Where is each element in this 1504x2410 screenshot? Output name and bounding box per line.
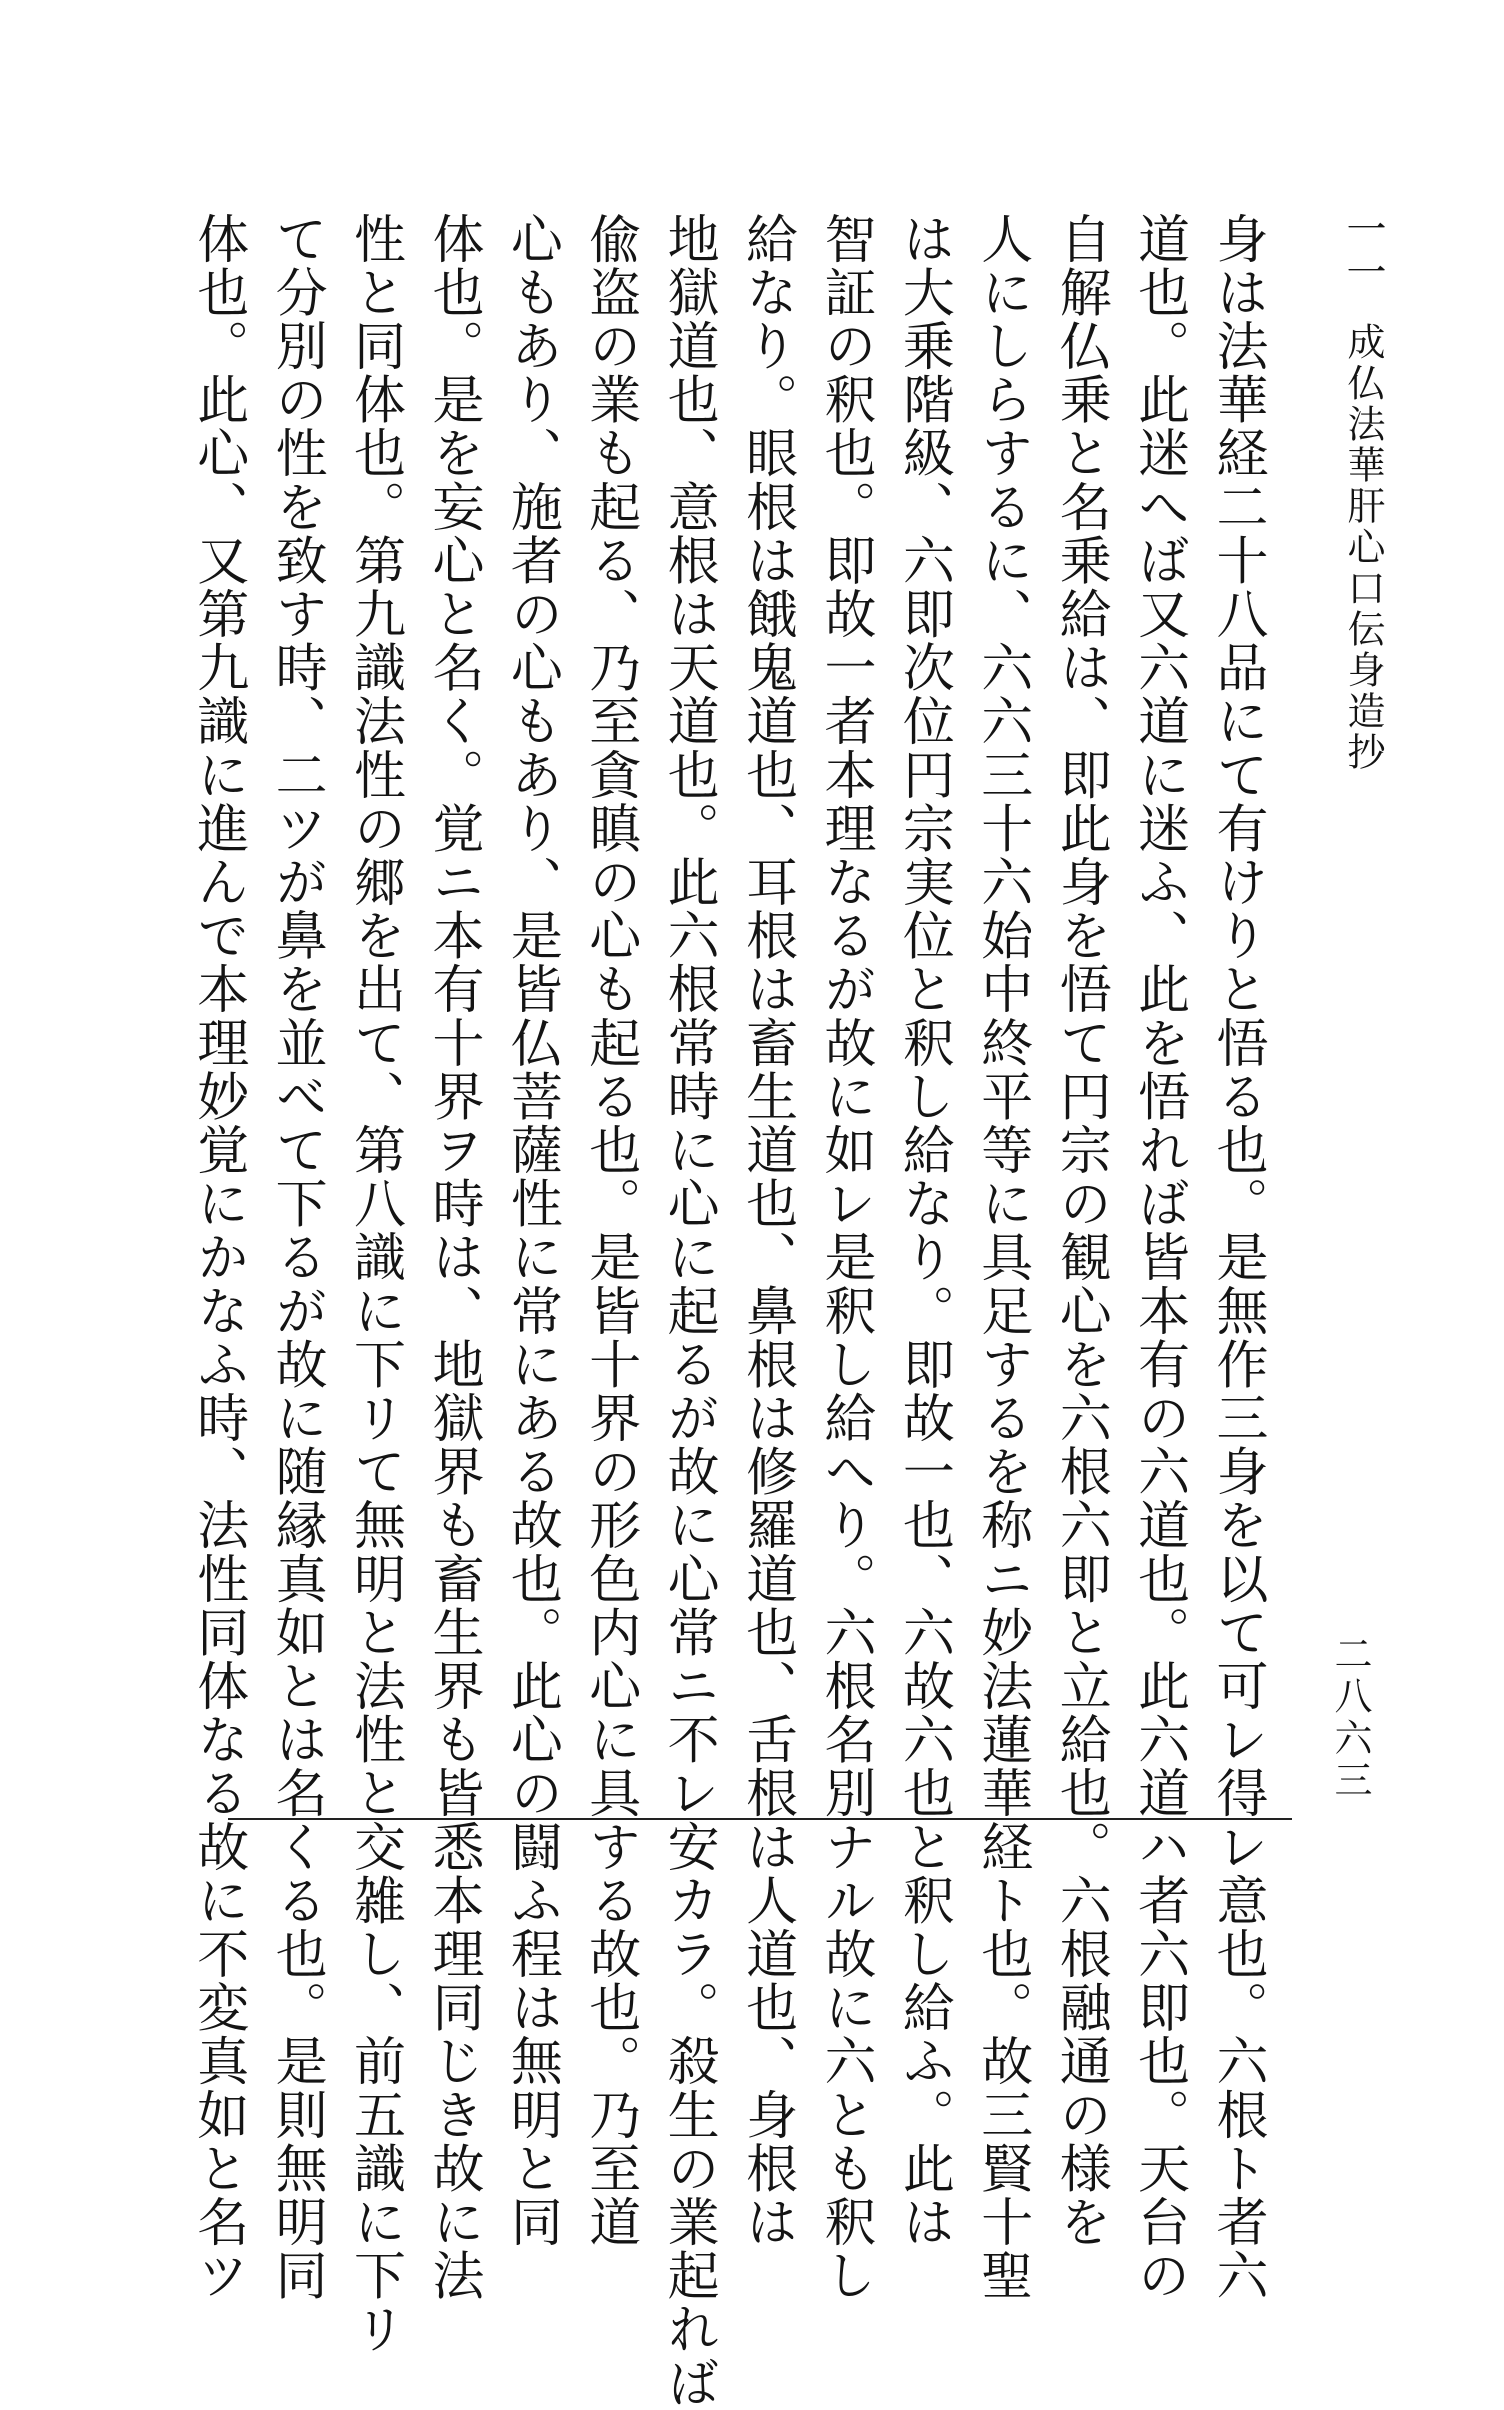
text-column: 給なり。眼根は餓鬼道也、耳根は畜生道也、鼻根は修羅道也、舌根は人道也、身根は (736, 212, 797, 2249)
running-title: 成仏法華肝心口伝身造抄 (1341, 322, 1385, 773)
text-column: 智証の釈也。即故一者本理なるが故に如レ是釈し給へり。六根名別ナル故に六とも釈し (814, 212, 875, 2303)
text-column: 身は法華経二十八品にて有けりと悟る也。是無作三身を以て可レ得レ意也。六根ト者六 (1207, 212, 1267, 2303)
main-text (187, 212, 1276, 2410)
text-column: 偸盗の業も起る、乃至貪瞋の心も起る也。是皆十界の形色内心に具する故也。乃至道 (579, 212, 640, 2249)
text-column: 自解仏乗と名乗給は、即此身を悟て円宗の観心を六根六即と立給也。六根融通の様を (1050, 212, 1111, 2249)
text-column: 体也。此心、又第九識に進んで本理妙覚にかなふ時、法性同体なる故に不変真如と名ツ (187, 212, 248, 2303)
text-column: 地獄道也、意根は天道也。此六根常時に心に起るが故に心常ニ不レ安カラ。殺生の業起れば (658, 212, 719, 2410)
text-column: は大乗階級、六即次位円宗実位と釈し給なり。即故一也、六故六也と釈し給ふ。此は (893, 212, 954, 2249)
footer-rule (228, 1818, 1292, 1820)
text-column: 人にしらするに、六六三十六始中終平等に具足するを称ニ妙法蓮華経ト也。故三賢十聖 (971, 212, 1032, 2303)
section-number: 一一 (1340, 208, 1386, 294)
running-header (1335, 208, 1392, 848)
page-number: 二八六三 (1328, 1634, 1372, 1802)
text-column: 心もあり、施者の心もあり、是皆仏菩薩性に常にある故也。此心の闘ふ程は無明と同 (501, 212, 562, 2249)
text-column: 性と同体也。第九識法性の郷を出て、第八識に下リて無明と法性と交雑し、前五識に下リ (344, 212, 405, 2356)
text-column: 道也。此迷へば又六道に迷ふ、此を悟れば皆本有の六道也。此六道ハ者六即也。天台の (1128, 212, 1189, 2303)
text-column: 体也。是を妄心と名く。覚ニ本有十界ヲ時は、地獄界も畜生界も皆悉本理同じき故に法 (422, 212, 483, 2303)
text-column: て分別の性を致す時、二ツが鼻を並べて下るが故に随縁真如とは名くる也。是則無明同 (266, 212, 327, 2303)
